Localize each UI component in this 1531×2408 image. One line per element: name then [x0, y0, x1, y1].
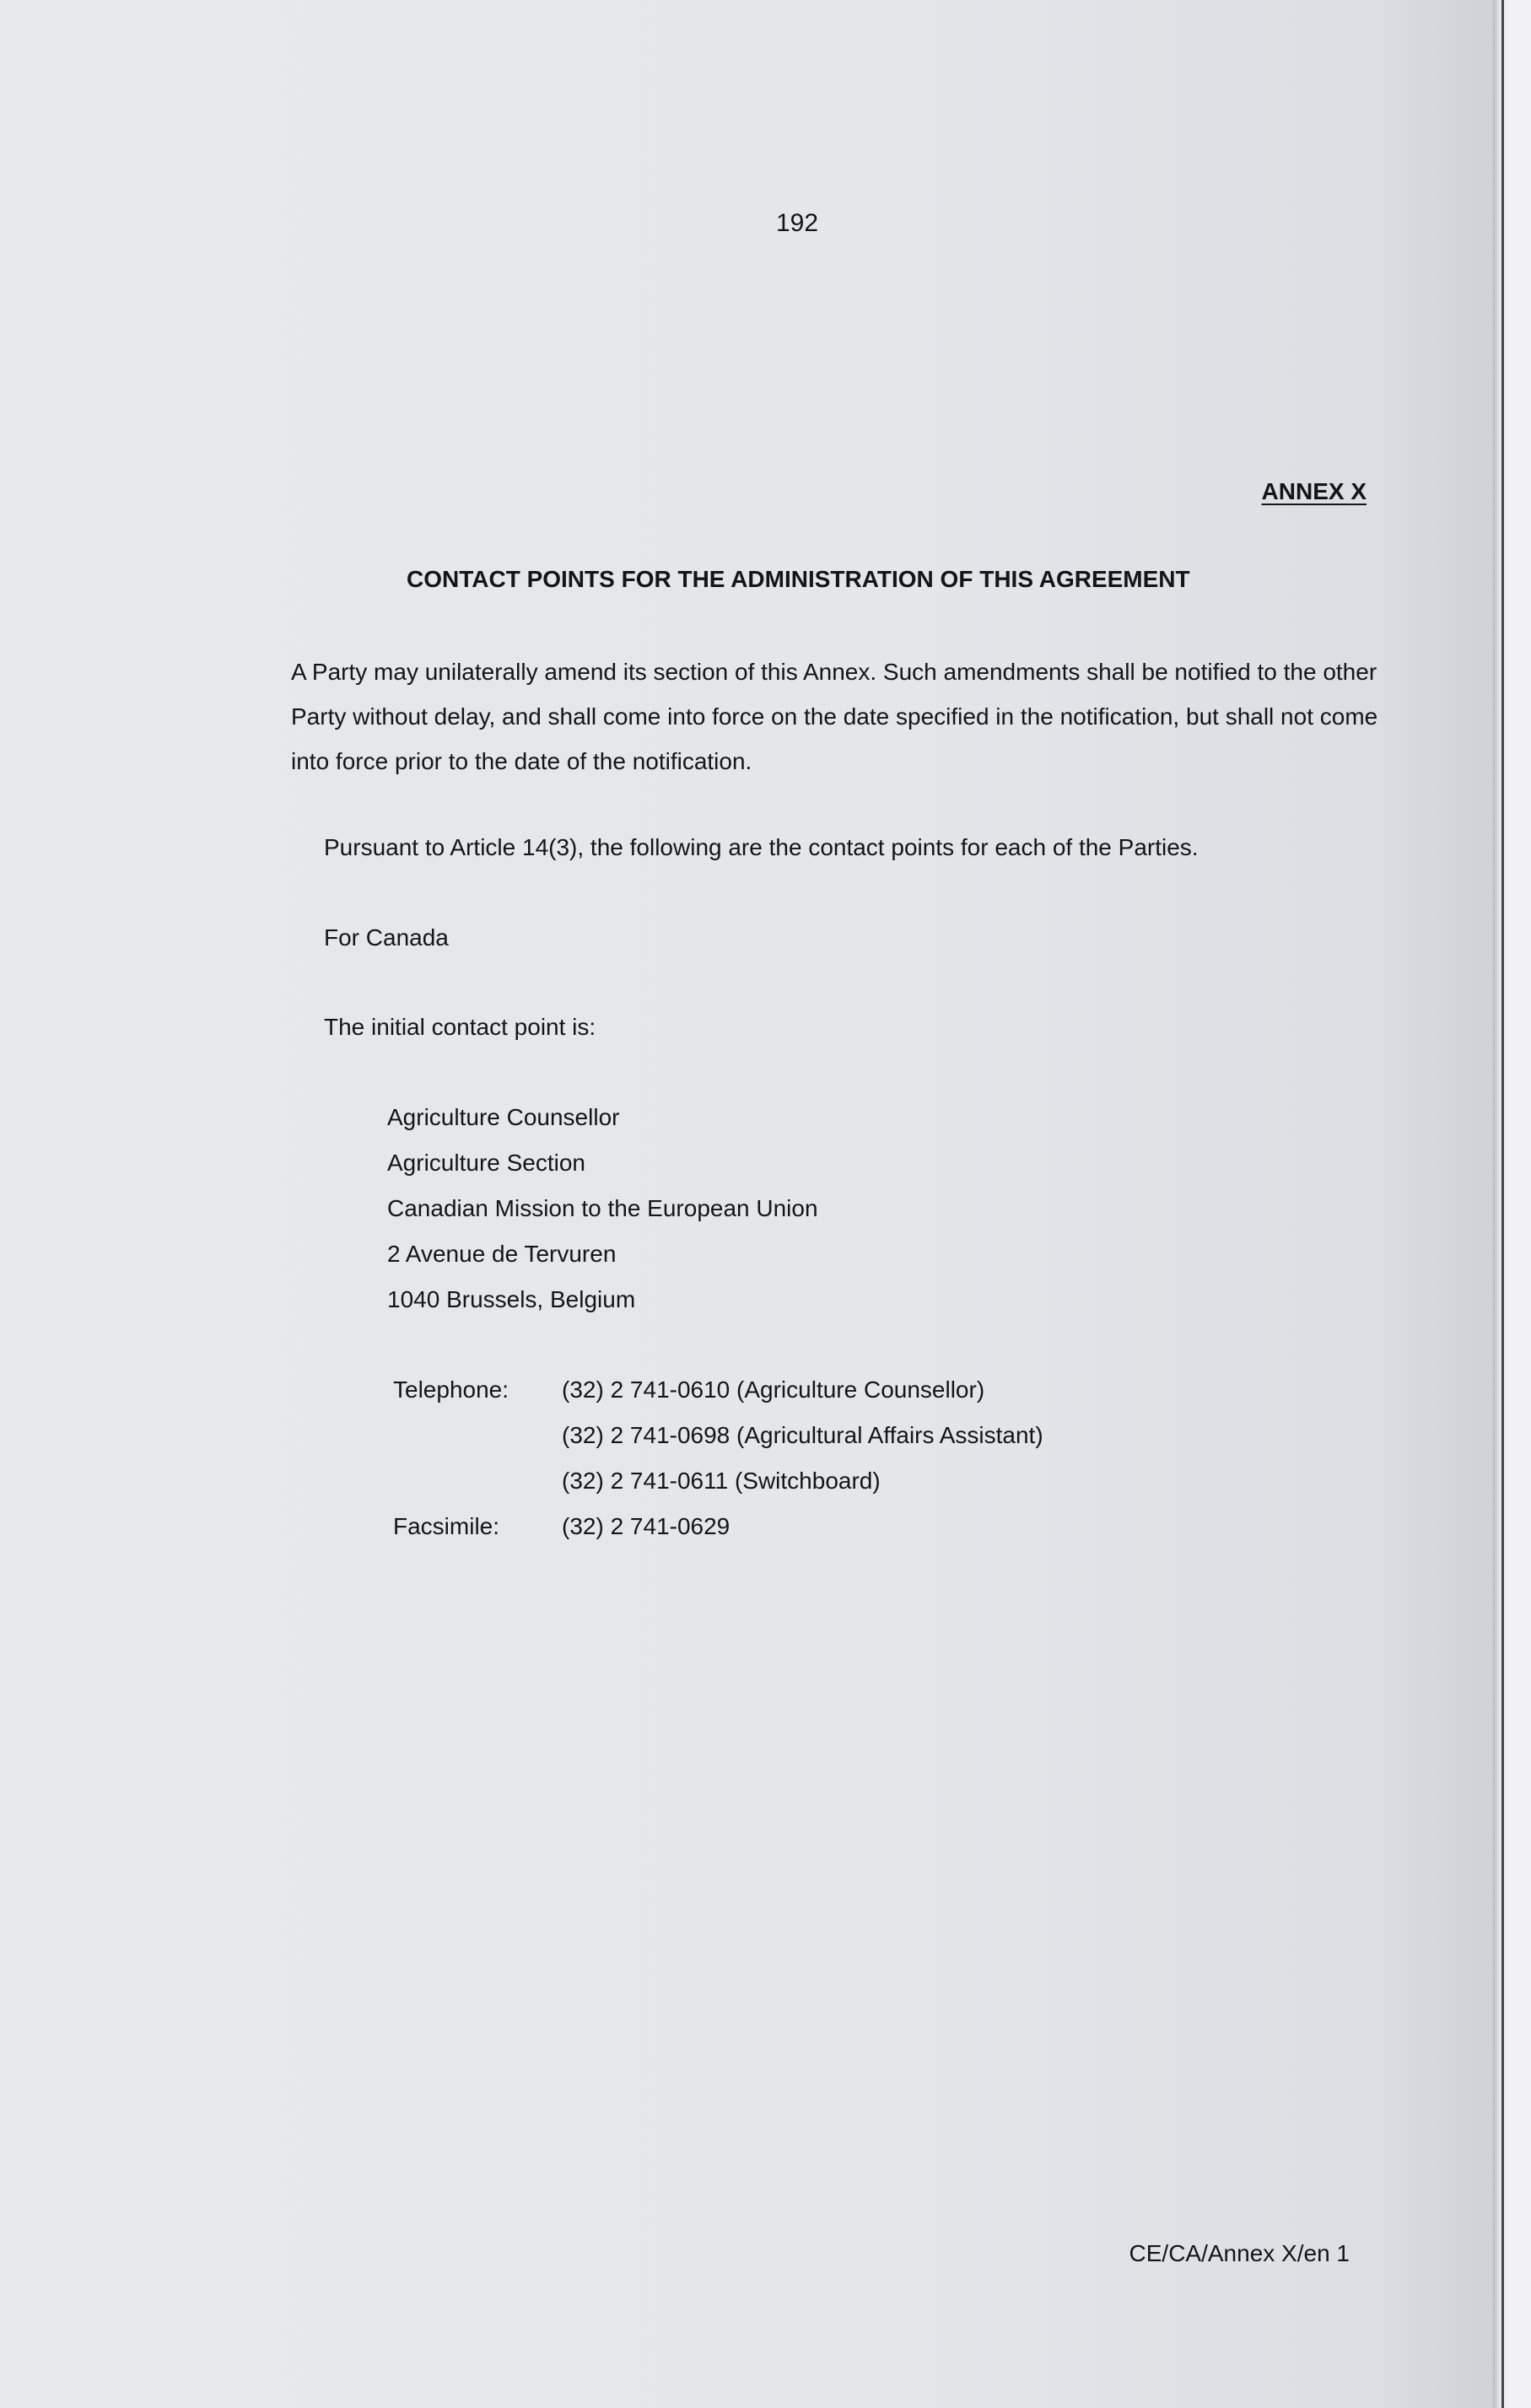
facsimile-number: (32) 2 741-0629	[562, 1513, 730, 1539]
footer-reference: CE/CA/Annex X/en 1	[1129, 2240, 1350, 2266]
facsimile-label: Facsimile:	[393, 1513, 500, 1539]
telephone-number: (32) 2 741-0610 (Agriculture Counsellor)	[562, 1376, 985, 1403]
telephone-number: (32) 2 741-0611 (Switchboard)	[562, 1468, 881, 1494]
intro-paragraph: A Party may unilaterally amend its section of this Annex. Such amendments shall be notified to the other Party without delay, and shall come into force on the date specified in the notification, but shall not come into force prior to the date of the notification.	[291, 659, 1378, 774]
page-edge-line	[1501, 0, 1504, 2408]
pursuant-text: Pursuant to Article 14(3), the following are the contact points for each of the Parties.	[324, 834, 1199, 860]
page-number: 192	[775, 209, 819, 237]
initial-contact-label: The initial contact point is:	[324, 1014, 596, 1040]
annex-label: ANNEX X	[1261, 478, 1367, 504]
document-title: CONTACT POINTS FOR THE ADMINISTRATION OF THIS AGREEMENT	[407, 566, 1190, 592]
address-line: Canadian Mission to the European Union	[387, 1195, 818, 1221]
address-line: Agriculture Counsellor	[387, 1104, 620, 1130]
address-line: 2 Avenue de Tervuren	[387, 1241, 617, 1267]
address-line: 1040 Brussels, Belgium	[387, 1286, 636, 1312]
address-line: Agriculture Section	[387, 1150, 586, 1176]
telephone-number: (32) 2 741-0698 (Agricultural Affairs Assistant)	[562, 1422, 1043, 1448]
for-canada-heading: For Canada	[324, 924, 449, 951]
scanner-margin	[1512, 0, 1531, 2408]
telephone-label: Telephone:	[393, 1376, 509, 1403]
